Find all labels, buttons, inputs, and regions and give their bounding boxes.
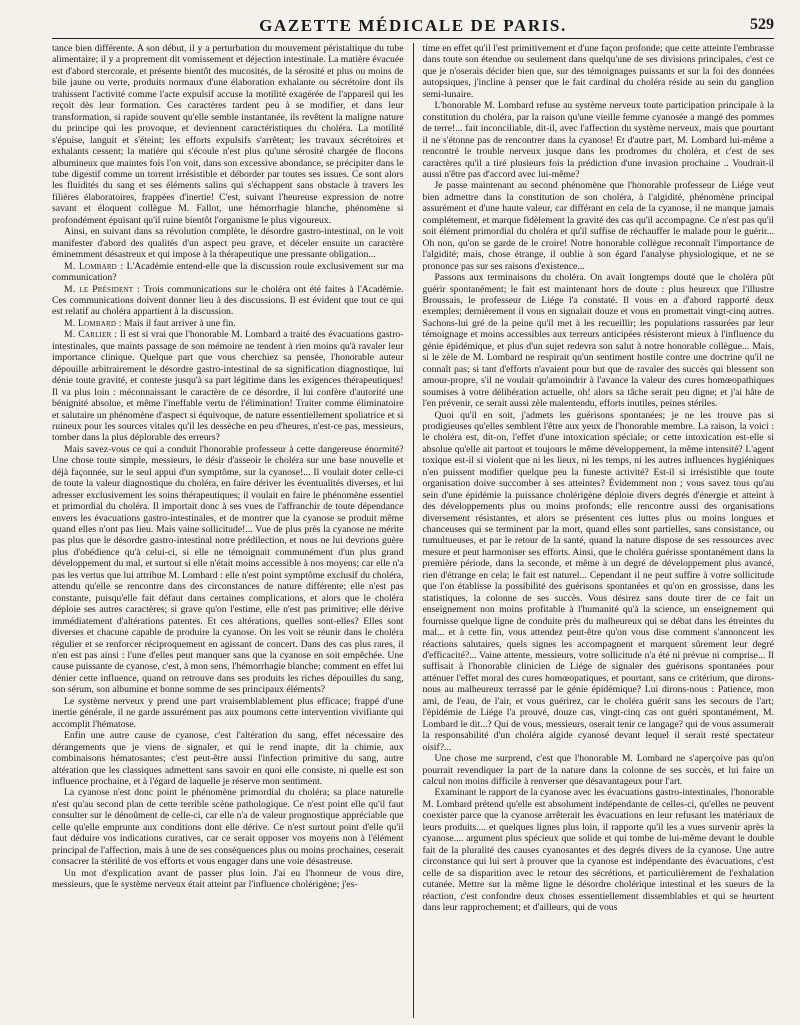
paragraph xyxy=(52,226,404,260)
paragraph-text: time en effet qu'il l'est primitivement et d'une façon profonde; que cette atteinte l'embrasse dans toute son étendue ou seulement dans quelqu'une de ses divisions principales, c'est ce que je n'oserais décider bien que, sur des témoignages puissants et sur la foi des données autopsiques, j'incline à penser que le fait cardinal du choléra réside au sein du ganglion semi-lunaire. xyxy=(422,43,774,100)
paragraph xyxy=(423,272,775,409)
paragraph xyxy=(52,284,404,318)
paragraph-text: Le système nerveux y prend une part vraisemblablement plus efficace; frappé d'une inertie générale, il ne garde assurément pas aux poumons cette intervention vivifiante qui accomplit l'hématose. xyxy=(52,695,404,730)
paragraph-text: Ainsi, en suivant dans sa révolution complète, le désordre gastro-intestinal, on le voit manifester d'abord des qualités d'un aspect peu grave, et déceler ensuite un caractère éminemment désastreux et qui impose à la thérapeutique une pressante obligation... xyxy=(52,226,404,261)
paragraph xyxy=(52,444,404,696)
page-number: 529 xyxy=(750,16,774,33)
paragraph-text: Une chose me surprend, c'est que l'honorable M. Lombard ne s'aperçoive pas qu'on pourrait revendiquer la part de la nature dans la colonne de ses succès, et lui faire un calcul non moins difficile à renverser que désavantageux pour l'art. xyxy=(422,753,774,787)
paragraph xyxy=(52,730,404,787)
paragraph xyxy=(423,753,775,787)
paragraph-text: La cyanose n'est donc point le phénomène primordial du choléra; sa place naturelle n'est qu'au second plan de cette terrible scène pathologique. Ce n'est point elle qu'il faut consulter sur le dénoûment de celle-ci, car elle n'a de valeur prognostique appréciable que celle qu'elle emprunte aux conditions dont elle dérive. Ce n'est surtout point d'elle qu'il faut déduire vos indications curatives, car ce serait opposer vos moyens non à l'élément principal de l'affection, mais à une de ses conséquences plus ou moins prochaines, ceserait consacrer la stérilité de vos efforts et vous engager dans une voie désastreuse. xyxy=(52,787,404,868)
paragraph xyxy=(52,696,404,730)
paragraph xyxy=(423,410,775,754)
paragraph xyxy=(52,261,404,284)
page-header xyxy=(52,10,774,39)
paragraph-text: Enfin une autre cause de cyanose, c'est l'altération du sang, effet nécessaire des dérangements que je viens de signaler, et qui le rend inapte, dit la chimie, aux combinaisons hématosantes; c'est peut-être aussi l'infection primitive du sang, autre altération que les classiques admettent sans savoir en quoi elle consiste, ni quelle est son influence prochaine, et à l'égard de laquelle je réserve mon sentiment. xyxy=(52,730,404,787)
speaker-name: M. Lombard : xyxy=(64,317,122,329)
paragraph xyxy=(52,868,404,891)
speaker-name: M. Carlier : xyxy=(64,329,118,341)
paragraph-text: tance bien différente. A son début, il y a perturbation du mouvement péristaltique du tube alimentaire; il y a proprement dit vomissement et déjection intestinale. La matière évacuée est d'abord stercorale, et présente bientôt des mucosités, de la sérosité et plus ou moins de bile jaune ou verte, produits normaux d'une élaboration exhalante ou sécrétoire dont ils trahissent l'activité comme l'acte expulsif accuse la motilité exagérée de l'appareil qui les reçoit dès leur formation. Ces caractères tardent peu à se modifier, et dans leur transformation, si rapide souvent qu'elle semble instantanée, ils revêtent la maligne nature du principe qui les provoque, et deviennent caractéristiques du choléra. La motilité s'épuise, languit et s'éteint; les efforts expulsifs s'arrêtent; les travaux sécrétoires et exhalants cessent; la matière qui s'écoule n'est plus qu'une sérosité chargée de flocons albumineux que maintes fois l'on voit, dans son excessive abondance, se précipiter dans le tube digestif comme un torrent irrésistible et déborder par toutes ses issues. Ce sont alors les fluidités du sang et ses éléments salins qui s'échappent sans obstacle à travers les filières élaboratoires, frappées d'inertie! C'est, suivant l'heureuse expression de notre savant et éloquent collègue M. Fallot, une hémorrhagie blanche, phénomène si profondément épuisant qu'il ruine bientôt l'organisme le plus vigoureux. xyxy=(52,43,404,226)
paragraph-text: Mais savez-vous ce qui a conduit l'honorable professeur à cette dangereuse énormité? Une chose toute simple, messieurs, le désir d'asseoir le choléra sur une base nouvelle et déjà façonnée, sur le seul appui d'un symptôme, sur la cyanose!... Il voulait doter celle-ci de toute la valeur diagnostique du choléra, en faire dériver les éventualités diverses, et lui adresser exclusivement les soins thérapeutiques; il voulait en faire le phénomène essentiel et primordial du choléra. Il importait donc à ses vues de l'affranchir de toute dépendance envers les évacuations gastro-intestinales, et de montrer que la cyanose se produit même quand elles n'ont pas lieu. Mais vaine sollicitude!... Vue de plus près la cyanose ne mérite pas plus que le désordre gastro-intestinal notre prédilection, et nous ne lui devrions guère plus d'obédience qu'à celui-ci, si elle ne témoignait communément d'un plus grand développement du mal, et surtout si elle n'était moins accessible à nos moyens; car elle n'a pas les vertus que lui attribue M. Lombard : elle n'est point symptôme exclusif du choléra, attendu qu'elle se rencontre dans des circonstances de nature différente; elle n'est pas constante, puisqu'elle fait défaut dans certaines complications, et alors que le choléra déploie ses autres caractères; si grave qu'on l'estime, elle n'est pas primitive; elle dérive immédiatement d'altérations patentes. Et ces altérations, quelles sont-elles? Elles sont diverses et chacune capable de produire la cyanose. On les voit se réunir dans le choléra régulier et se renforcer réciproquement en agissant de concert. Dans des cas plus rares, il n'en est pas ainsi : l'une d'elles peut manquer sans que la cyanose en soit empêchée. Une cause puissante de cyanose, c'est, à mon sens, l'hémorrhagie blanche; comment en effet lui dénier cette influence, quand on retrouve dans ses produits les riches dépouilles du sang, son sérum, son albumine et bonne somme de ses principaux éléments? xyxy=(52,443,404,696)
paragraph-text: L'honorable M. Lombard refuse au système nerveux toute participation principale à la constitution du choléra, par la raison qu'une vieille femme cyanosée a mangé des pommes de terre!... fait inconciliable, dit-il, avec l'affection du système nerveux, mais que pourtant il ne s'étonne pas de rencontrer dans la cyanose! Et d'autre part, M. Lombard lui-même a rencontré le trouble nerveux jusque dans les prodromes du choléra, et c'est de ses caractères qu'il a tiré plusieurs fois la prédiction d'une invasion prochaine .. Voudrait-il aussi n'être pas d'accord avec lui-même? xyxy=(422,100,774,180)
paragraph-text: Il est si vrai que l'honorable M. Lombard a traité des évacuations gastro-intestinales, que maints passage de son mémoire ne tendent à rien moins qu'à ravaler leur importance clinique. Quelque part que vous cherchiez sa pensée, l'honorable auteur dépouille arbitrairement le désordre gastro-intestinal de sa signification diagnostique, lui dénie toute gravité, et conteste jusqu'à sa part légitime dans les exigences thérapeutiques! Il va plus loin : méconnaissant le caractère de ce désordre, il lui confère d'autorité une bénignité absolue, et même l'ineffable vertu de l'élimination! Traiter comme éliminatoire et salutaire un phénomène d'aspect si équivoque, de nature essentiellement spoliatrice et si ruineux pour les sources vitales qu'il les dessèche en peu d'heures, n'est-ce pas, messieurs, tomber dans la plus déplorable des erreurs? xyxy=(52,329,404,444)
text-columns xyxy=(52,43,774,1018)
paragraph xyxy=(423,787,775,913)
left-column xyxy=(52,43,413,1018)
paragraph-text: Mais il faut arriver à une fin. xyxy=(124,317,236,329)
paragraph-text: Trois communications sur le choléra ont été faites à l'Académie. Ces communications doivent donner lieu à des discussions. Il est évident que tout ce qui est relatif au choléra appartient à la discussion. xyxy=(52,283,404,318)
paragraph xyxy=(423,100,775,180)
speaker-name: M. Lombard : xyxy=(64,260,124,272)
paragraph xyxy=(52,329,404,444)
right-column xyxy=(414,43,775,1018)
paragraph-text: Passons aux terminaisons du choléra. On avait longtemps douté que le choléra pût guérir spontanément; le fait est maintenant hors de doute : plus heureux que l'illustre Broussais, le professeur de Liége l'a constaté. Il vous en a d'abord rapporté deux exemples; dernièrement il vous en signalait douze et vous en promettait vingt-cinq autres. Sachons-lui gré de la peine qu'il met à les recueillir; les populations rassurées par leur témoignage et moins accessibles aux terreurs anticipées résisteront mieux à l'influence du génie épidémique, et plus d'un sujet redevra son salut à notre honorable collègue... Mais, si le zèle de M. Lombard ne respirait qu'un sentiment hostile contre une doctrine qu'il ne connaît pas; si tant d'efforts n'avaient pour but que de ravaler des succès qui blessent son amour-propre, s'il ne voulait qu'amoindrir à l'avance la valeur des cures homœopathiques soumises à votre délibération actuelle, oh! alors sa tâche serait peu digne; et j'ai hâte de l'en prévenir, ce serait aussi zèle malentendu, efforts inutiles, peines stériles. xyxy=(422,272,774,410)
speaker-name: M. le Président : xyxy=(64,283,141,295)
paragraph-text: Un mot d'explication avant de passer plus loin. J'ai eu l'honneur de vous dire, messieurs, que le système nerveux était atteint par l'influence cholérigène; j'es- xyxy=(52,867,404,891)
paragraph xyxy=(423,180,775,272)
paragraph xyxy=(52,43,404,226)
paragraph xyxy=(423,43,775,100)
paragraph-text: Quoi qu'il en soit, j'admets les guérisons spontanées; je ne les trouve pas si prodigieuses qu'elles semblent l'être aux yeux de l'honorable membre. La raison, la voici : le choléra est, dit-on, l'effet d'une intoxication spéciale; or cette intoxication est-elle si absolue qu'elle ait partout et toujours le même développement, la même intensité? L'agent toxique est-il si violent que ni les lieux, ni les temps, ni les autres influences hygiéniques n'en puissent modifier quelque peu la funeste activité? Est-il si irrésistible que toute organisation doive succomber à ses atteintes? Évidemment non ; vous savez tous qu'au sein d'une épidémie la puissance cholérigène déploie divers degrés d'énergie et atteint à des développements plus ou moins profonds; elle rencontre aussi des organisations diversement résistantes, et alors se présentent ces luttes plus ou moins longues et chanceuses qui se terminent par la mort, quand elles sont partielles, sans consistance, ou tumultueuses, et par le retour de la santé, quand la nature dispose de ses ressources avec mesure et peut harmoniser ses efforts. Ainsi, que le choléra guérisse spontanément dans la première période, dans la seconde, et même à un degré de développement plus avancé, rien d'étrange en cela; le fait est naturel... Cependant il ne peut suffire à votre sollicitude que l'on établisse la possibilité des guérisons spontanées et qu'on en grossisse, dans les statistiques, la colonne de ses succès. Vous désirez sans doute tirer de ce fait un enseignement non moins profitable à l'humanité qu'à la science, un enseignement qui fournisse quelque ligne de conduite près du malheureux qui se débat dans les étreintes du mal... et à cette fin, vous attendez peut-être qu'on vous dise comment s'annoncent les réactions salutaires, quels signes les accompagnent et marquent sûrement leur degré d'efficacité?... Vaine attente, messieurs, votre sollicitude n'a été ni prévue ni comprise... Il suffisait à l'honorable clinicien de Liége de signaler des guérisons spontanées pour atténuer l'effet moral des cures homœopatiques, et pourtant, sans ce critérium, que dirons-nous au malheureux terrassé par le génie épidémique? Lui dirons-nous : Patience, mon ami, de l'eau, de l'air, et vous guérirez, car le choléra guérit sans les secours de l'art; l'épidémie de Liége l'a prouvé, douze cas, vingt-cinq cas ont guéri spontanément, M. Lombard le dit...? Qui de vous, messieurs, oserait tenir ce langage? qui de vous assumerait la responsabilité d'un choléra algide cyanosé devant lequel il serait resté spectateur oisif?... xyxy=(422,409,774,753)
journal-title: GAZETTE MÉDICALE DE PARIS. xyxy=(259,16,567,35)
paragraph xyxy=(52,787,404,867)
paragraph-text: L'Académie entend-elle que la discussion roule exclusivement sur ma communication? xyxy=(52,260,404,284)
paragraph-text: Je passe maintenant au second phénomène que l'honorable professeur de Liége veut bien admettre dans la constitution de son choléra, à l'algidité, phénomène principal assurément et d'une haute valeur, car différant en cela de la cyanose, il ne manque jamais complétement, et marque fidèlement la gravité des cas qu'il accompagne. Ce n'est pas qu'il soit élément primordial du choléra et qu'il suffise de réchauffer le malade pour le guérir... Oh non, qu'on se garde de le croire! Notre honorable collègue reconnaît l'importance de l'algidité; mais, chose étrange, il oublie à son égard l'analyse physiologique, et ne se prononce pas sur ses raisons d'existence... xyxy=(422,180,774,272)
paragraph xyxy=(52,318,404,329)
paragraph-text: Examinant le rapport de la cyanose avec les évacuations gastro-intestinales, l'honorable M. Lombard prétend qu'elle est absolument indépendante de celles-ci, qu'elles ne peuvent coexister parce que la cyanose arrêterait les évacuations en leur refusant les matériaux de leurs produits.... et quelques lignes plus loin, il rapporte qu'il les a vues survenir après la cyanose.... argument plus spécieux que solide et qui tombe de lui-même devant le double fait de la pluralité des causes cyanosantes et des degrés divers de la cyanose. Une autre circonstance qui lui sert à prouver que la cyanose est indépendante des évacuations, c'est celle de sa disparition avec le retour des sécrétions, et particulièrement de l'exhalation cutanée. Mettre sur la même ligne le désordre cholérique intestinal et les sueurs de la réaction, c'est confondre deux choses essentiellement dissemblables et qui se heurtent dans leur rapprochement; et d'ailleurs, qui de vous xyxy=(422,787,774,913)
